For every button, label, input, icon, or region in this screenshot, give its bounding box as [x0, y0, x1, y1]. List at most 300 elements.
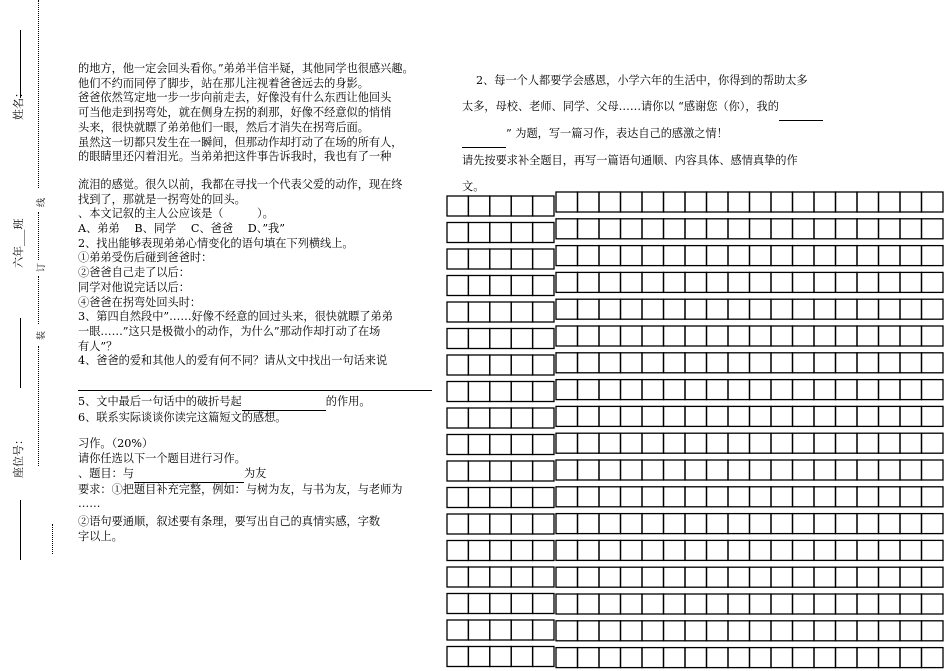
grid-cell [771, 460, 793, 480]
grid-cell [836, 326, 858, 346]
grid-cell [922, 567, 944, 587]
grid-cell [533, 514, 554, 534]
grid-cell [447, 329, 468, 349]
grid-cell [556, 460, 578, 480]
grid-cell [642, 353, 664, 373]
grid-cell [771, 219, 793, 239]
grid-cell [857, 406, 879, 426]
grid-cell [814, 540, 836, 560]
name-blank [20, 30, 21, 98]
line-mark: 线 [37, 197, 47, 207]
grid-cell [857, 326, 879, 346]
grid-cell [857, 272, 879, 292]
topic-blank[interactable] [134, 467, 244, 483]
grid-cell [447, 541, 468, 561]
grid-cell [793, 460, 815, 480]
grid-cell [707, 299, 729, 319]
grid-cell [836, 567, 858, 587]
grid-cell [707, 380, 729, 400]
grid-cell [900, 353, 922, 373]
q5-blank[interactable] [242, 395, 326, 411]
class-label: 六年___班 [12, 218, 25, 268]
question-2-item: ④爸爸在拐弯处回头时： [78, 295, 202, 309]
grid-cell [599, 621, 621, 641]
grid-cell [685, 272, 707, 292]
grid-cell [814, 460, 836, 480]
grid-cell [728, 648, 750, 668]
grid-cell [793, 272, 815, 292]
grid-cell [599, 540, 621, 560]
grid-cell [750, 460, 772, 480]
question-1: 、本文记叙的主人公应该是（ ）。 [78, 207, 274, 221]
grid-cell [599, 272, 621, 292]
grid-cell [599, 433, 621, 453]
grid-cell [511, 196, 532, 216]
instruction: 请你任选以下一个题目进行习作。 [78, 452, 246, 466]
grid-cell [468, 594, 489, 614]
grid-cell [642, 433, 664, 453]
grid-cell [642, 487, 664, 507]
topic-line: 、题目：与 为友 [78, 467, 448, 483]
grid-cell [664, 246, 686, 266]
grid-cell [728, 353, 750, 373]
passage-line: 可当他走到拐弯处，就在侧身左拐的刹那，好像不经意似的悄悄 [78, 106, 392, 120]
grid-cell [621, 487, 643, 507]
grid-cell [922, 272, 944, 292]
title-blank[interactable] [779, 94, 823, 121]
grid-cell [793, 192, 815, 212]
grid-cell [879, 406, 901, 426]
grid-cell [685, 380, 707, 400]
grid-cell [922, 299, 944, 319]
grid-cell [857, 192, 879, 212]
grid-cell [793, 621, 815, 641]
grid-cell [447, 594, 468, 614]
dotted-cut-line [38, 212, 39, 260]
grid-cell [490, 355, 511, 375]
grid-cell [814, 380, 836, 400]
grid-cell [642, 514, 664, 534]
grid-cell [468, 329, 489, 349]
grid-cell [533, 461, 554, 481]
grid-cell [578, 192, 600, 212]
grid-cell [922, 219, 944, 239]
grid-cell [511, 223, 532, 243]
grid-cell [642, 621, 664, 641]
grid-cell [511, 514, 532, 534]
grid-cell [511, 594, 532, 614]
grid-cell [707, 567, 729, 587]
grid-cell [642, 540, 664, 560]
grid-cell [900, 540, 922, 560]
grid-cell [793, 353, 815, 373]
grid-cell [556, 648, 578, 668]
grid-cell [728, 514, 750, 534]
grid-cell [511, 302, 532, 322]
grid-cell [771, 540, 793, 560]
grid-cell [533, 541, 554, 561]
dotted-cut-line [38, 346, 39, 466]
grid-cell [814, 433, 836, 453]
grid-cell [728, 540, 750, 560]
grid-cell [533, 488, 554, 508]
grid-cell [857, 540, 879, 560]
grid-cell [599, 219, 621, 239]
grid-cell [879, 353, 901, 373]
grid-cell [728, 299, 750, 319]
grid-cell [511, 276, 532, 296]
grid-cell [578, 648, 600, 668]
grid-cell [621, 514, 643, 534]
seat-blank [20, 500, 21, 560]
grid-cell [750, 540, 772, 560]
grid-cell [685, 540, 707, 560]
grid-cell [922, 648, 944, 668]
grid-cell [685, 192, 707, 212]
grid-cell [490, 488, 511, 508]
grid-cell [750, 648, 772, 668]
grid-cell [922, 192, 944, 212]
grid-cell [750, 514, 772, 534]
grid-cell [685, 648, 707, 668]
grid-cell [468, 541, 489, 561]
grid-cell [468, 647, 489, 667]
grid-cell [578, 433, 600, 453]
grid-cell [707, 514, 729, 534]
grid-cell [707, 272, 729, 292]
grid-cell [468, 223, 489, 243]
grid-cell [900, 380, 922, 400]
grid-cell [599, 514, 621, 534]
grid-cell [556, 192, 578, 212]
grid-cell [533, 302, 554, 322]
grid-cell [578, 219, 600, 239]
passage-line: 他们不约而同停了脚步，站在那儿注视着爸爸远去的身影。 [78, 76, 369, 90]
grid-cell [447, 276, 468, 296]
grid-cell [771, 353, 793, 373]
grid-cell [599, 353, 621, 373]
grid-cell [922, 540, 944, 560]
grid-cell [578, 594, 600, 614]
grid-cell [814, 272, 836, 292]
grid-cell [533, 567, 554, 587]
grid-cell [664, 272, 686, 292]
grid-cell [857, 460, 879, 480]
grid-cell [836, 514, 858, 534]
grid-cell [556, 540, 578, 560]
grid-cell [468, 461, 489, 481]
grid-cell [707, 540, 729, 560]
grid-cell [879, 648, 901, 668]
grid-cell [599, 299, 621, 319]
grid-cell [793, 406, 815, 426]
grid-cell [922, 621, 944, 641]
grid-cell [447, 249, 468, 269]
grid-cell [664, 192, 686, 212]
grid-cell [599, 246, 621, 266]
grid-cell [707, 219, 729, 239]
writing-grid-right[interactable] [555, 186, 947, 671]
question-6: 6、联系实际谈谈你读完这篇短文的感想。 [78, 410, 287, 424]
grid-cell [664, 460, 686, 480]
grid-cell [750, 299, 772, 319]
grid-cell [750, 594, 772, 614]
passage-line: 流泪的感觉。很久以前，我都在寻找一个代表父爱的动作，现在终 [78, 177, 403, 191]
grid-cell [814, 326, 836, 346]
grid-cell [533, 594, 554, 614]
binding-margin [0, 0, 60, 671]
grid-cell [642, 594, 664, 614]
grid-cell [447, 302, 468, 322]
grid-cell [621, 567, 643, 587]
grid-cell [578, 540, 600, 560]
grid-cell [793, 567, 815, 587]
grid-cell [836, 406, 858, 426]
grid-cell [556, 567, 578, 587]
grid-cell [511, 541, 532, 561]
grid-cell [599, 487, 621, 507]
grid-cell [578, 299, 600, 319]
question-3: 一眼……”这只是极微小的动作，为什么”那动作却打动了在场 [78, 324, 381, 338]
grid-cell [814, 246, 836, 266]
grid-cell [685, 433, 707, 453]
grid-cell [578, 246, 600, 266]
answer-line[interactable] [78, 390, 432, 391]
dotted-cut-line [38, 0, 39, 188]
grid-cell [879, 380, 901, 400]
grid-cell [468, 249, 489, 269]
grid-cell [750, 487, 772, 507]
grid-cell [857, 219, 879, 239]
requirement-2: ②语句要通顺，叙述要有条理，要写出自己的真情实感，字数 [78, 514, 381, 528]
requirement-1: 要求：①把题目补充完整，例如：与树为友，与书为友，与老师为 [78, 482, 403, 496]
grid-cell [599, 460, 621, 480]
grid-cell [814, 567, 836, 587]
grid-cell [599, 380, 621, 400]
passage-line: 找到了，那就是一拐弯处的回头。 [78, 192, 246, 206]
question-4: 4、爸爸的爱和其他人的爱有何不同？请从文中找出一句话来说 [78, 354, 388, 368]
grid-cell [836, 246, 858, 266]
title-blank-2[interactable] [462, 121, 506, 148]
grid-cell [793, 299, 815, 319]
grid-cell [685, 406, 707, 426]
grid-cell [447, 408, 468, 428]
grid-cell [685, 460, 707, 480]
grid-cell [707, 433, 729, 453]
grid-cell [771, 567, 793, 587]
grid-cell [621, 380, 643, 400]
grid-cell [685, 353, 707, 373]
grid-cell [468, 196, 489, 216]
grid-cell [879, 621, 901, 641]
grid-cell [900, 326, 922, 346]
dotted-cut-line [38, 276, 39, 324]
grid-cell [771, 406, 793, 426]
grid-cell [857, 353, 879, 373]
grid-cell [879, 433, 901, 453]
grid-cell [771, 272, 793, 292]
grid-cell [642, 219, 664, 239]
grid-cell [750, 353, 772, 373]
grid-cell [707, 594, 729, 614]
grid-cell [556, 299, 578, 319]
grid-cell [836, 272, 858, 292]
grid-cell [922, 353, 944, 373]
grid-cell [664, 433, 686, 453]
grid-cell [836, 299, 858, 319]
grid-cell [468, 408, 489, 428]
grid-cell [621, 192, 643, 212]
grid-cell [533, 408, 554, 428]
grid-cell [490, 461, 511, 481]
grid-cell [642, 192, 664, 212]
grid-cell [793, 487, 815, 507]
grid-cell [771, 326, 793, 346]
grid-cell [728, 567, 750, 587]
passage-line: 的眼睛里还闪着泪光。当弟弟把这件事告诉我时，我也有了一种 [78, 150, 392, 164]
writing-grid-left[interactable] [446, 194, 558, 671]
grid-cell [857, 299, 879, 319]
grid-cell [836, 648, 858, 668]
grid-cell [728, 594, 750, 614]
line-mark: 装 [37, 330, 47, 340]
grid-cell [814, 353, 836, 373]
grid-cell [578, 380, 600, 400]
grid-cell [900, 460, 922, 480]
grid-cell [793, 514, 815, 534]
grid-cell [642, 380, 664, 400]
question-2-item: ①弟弟受伤后碰到爸爸时： [78, 251, 213, 265]
prompt-line: 2、每一个人都要学会感恩，小学六年的生活中，你得到的帮助太多 [476, 74, 808, 87]
grid-cell [511, 488, 532, 508]
grid-cell [814, 219, 836, 239]
grid-cell [447, 382, 468, 402]
grid-cell [900, 567, 922, 587]
grid-cell [621, 594, 643, 614]
grid-cell [599, 406, 621, 426]
dotted-cut-line [52, 524, 53, 554]
grid-cell [707, 460, 729, 480]
grid-cell [490, 382, 511, 402]
grid-cell [900, 594, 922, 614]
grid-cell [664, 219, 686, 239]
grid-cell [879, 326, 901, 346]
grid-cell [900, 621, 922, 641]
grid-cell [814, 487, 836, 507]
grid-cell [490, 408, 511, 428]
grid-cell [468, 302, 489, 322]
grid-cell [900, 272, 922, 292]
grid-cell [728, 246, 750, 266]
grid-cell [728, 326, 750, 346]
grid-cell [922, 406, 944, 426]
grid-cell [511, 435, 532, 455]
grid-cell [771, 594, 793, 614]
grid-cell [900, 406, 922, 426]
grid-cell [814, 406, 836, 426]
grid-cell [750, 433, 772, 453]
grid-cell [599, 648, 621, 668]
grid-cell [578, 567, 600, 587]
grid-cell [857, 514, 879, 534]
grid-cell [750, 406, 772, 426]
grid-cell [490, 620, 511, 640]
grid-cell [556, 246, 578, 266]
grid-cell [685, 326, 707, 346]
grid-cell [879, 567, 901, 587]
grid-cell [857, 487, 879, 507]
composition-prompt [462, 68, 947, 200]
grid-cell [685, 487, 707, 507]
grid-cell [533, 647, 554, 667]
grid-cell [728, 380, 750, 400]
grid-cell [447, 196, 468, 216]
grid-cell [556, 514, 578, 534]
grid-cell [664, 299, 686, 319]
grid-cell [707, 648, 729, 668]
line-mark: 订 [37, 262, 47, 272]
grid-cell [685, 567, 707, 587]
question-2: 2、找出能够表现弟弟心情变化的语句填在下列横线上。 [78, 236, 354, 250]
grid-cell [533, 620, 554, 640]
grid-cell [750, 246, 772, 266]
grid-cell [599, 326, 621, 346]
grid-cell [664, 326, 686, 346]
grid-cell [578, 621, 600, 641]
grid-cell [447, 223, 468, 243]
grid-cell [793, 594, 815, 614]
grid-cell [879, 460, 901, 480]
grid-cell [922, 433, 944, 453]
grid-cell [750, 219, 772, 239]
grid-cell [490, 647, 511, 667]
grid-cell [836, 594, 858, 614]
grid-cell [836, 621, 858, 641]
grid-cell [814, 594, 836, 614]
grid-cell [814, 514, 836, 534]
grid-cell [556, 380, 578, 400]
grid-cell [836, 353, 858, 373]
grid-cell [728, 487, 750, 507]
grid-cell [578, 326, 600, 346]
question-1-options: A、弟弟 B、同学 C、爸爸 D、”我” [78, 222, 285, 236]
grid-cell [922, 487, 944, 507]
grid-cell [857, 621, 879, 641]
requirement-1-cont: …… [78, 497, 101, 511]
grid-cell [900, 433, 922, 453]
grid-cell [879, 192, 901, 212]
grid-cell [922, 460, 944, 480]
grid-cell [793, 433, 815, 453]
grid-cell [490, 435, 511, 455]
grid-cell [879, 514, 901, 534]
grid-cell [750, 380, 772, 400]
grid-cell [793, 326, 815, 346]
grid-cell [879, 299, 901, 319]
grid-cell [836, 540, 858, 560]
grid-cell [728, 272, 750, 292]
grid-cell [621, 326, 643, 346]
grid-cell [511, 567, 532, 587]
grid-cell [468, 567, 489, 587]
grid-cell [621, 299, 643, 319]
grid-cell [771, 621, 793, 641]
grid-cell [468, 435, 489, 455]
grid-cell [879, 219, 901, 239]
grid-cell [900, 299, 922, 319]
grid-cell [793, 540, 815, 560]
grid-cell [707, 246, 729, 266]
